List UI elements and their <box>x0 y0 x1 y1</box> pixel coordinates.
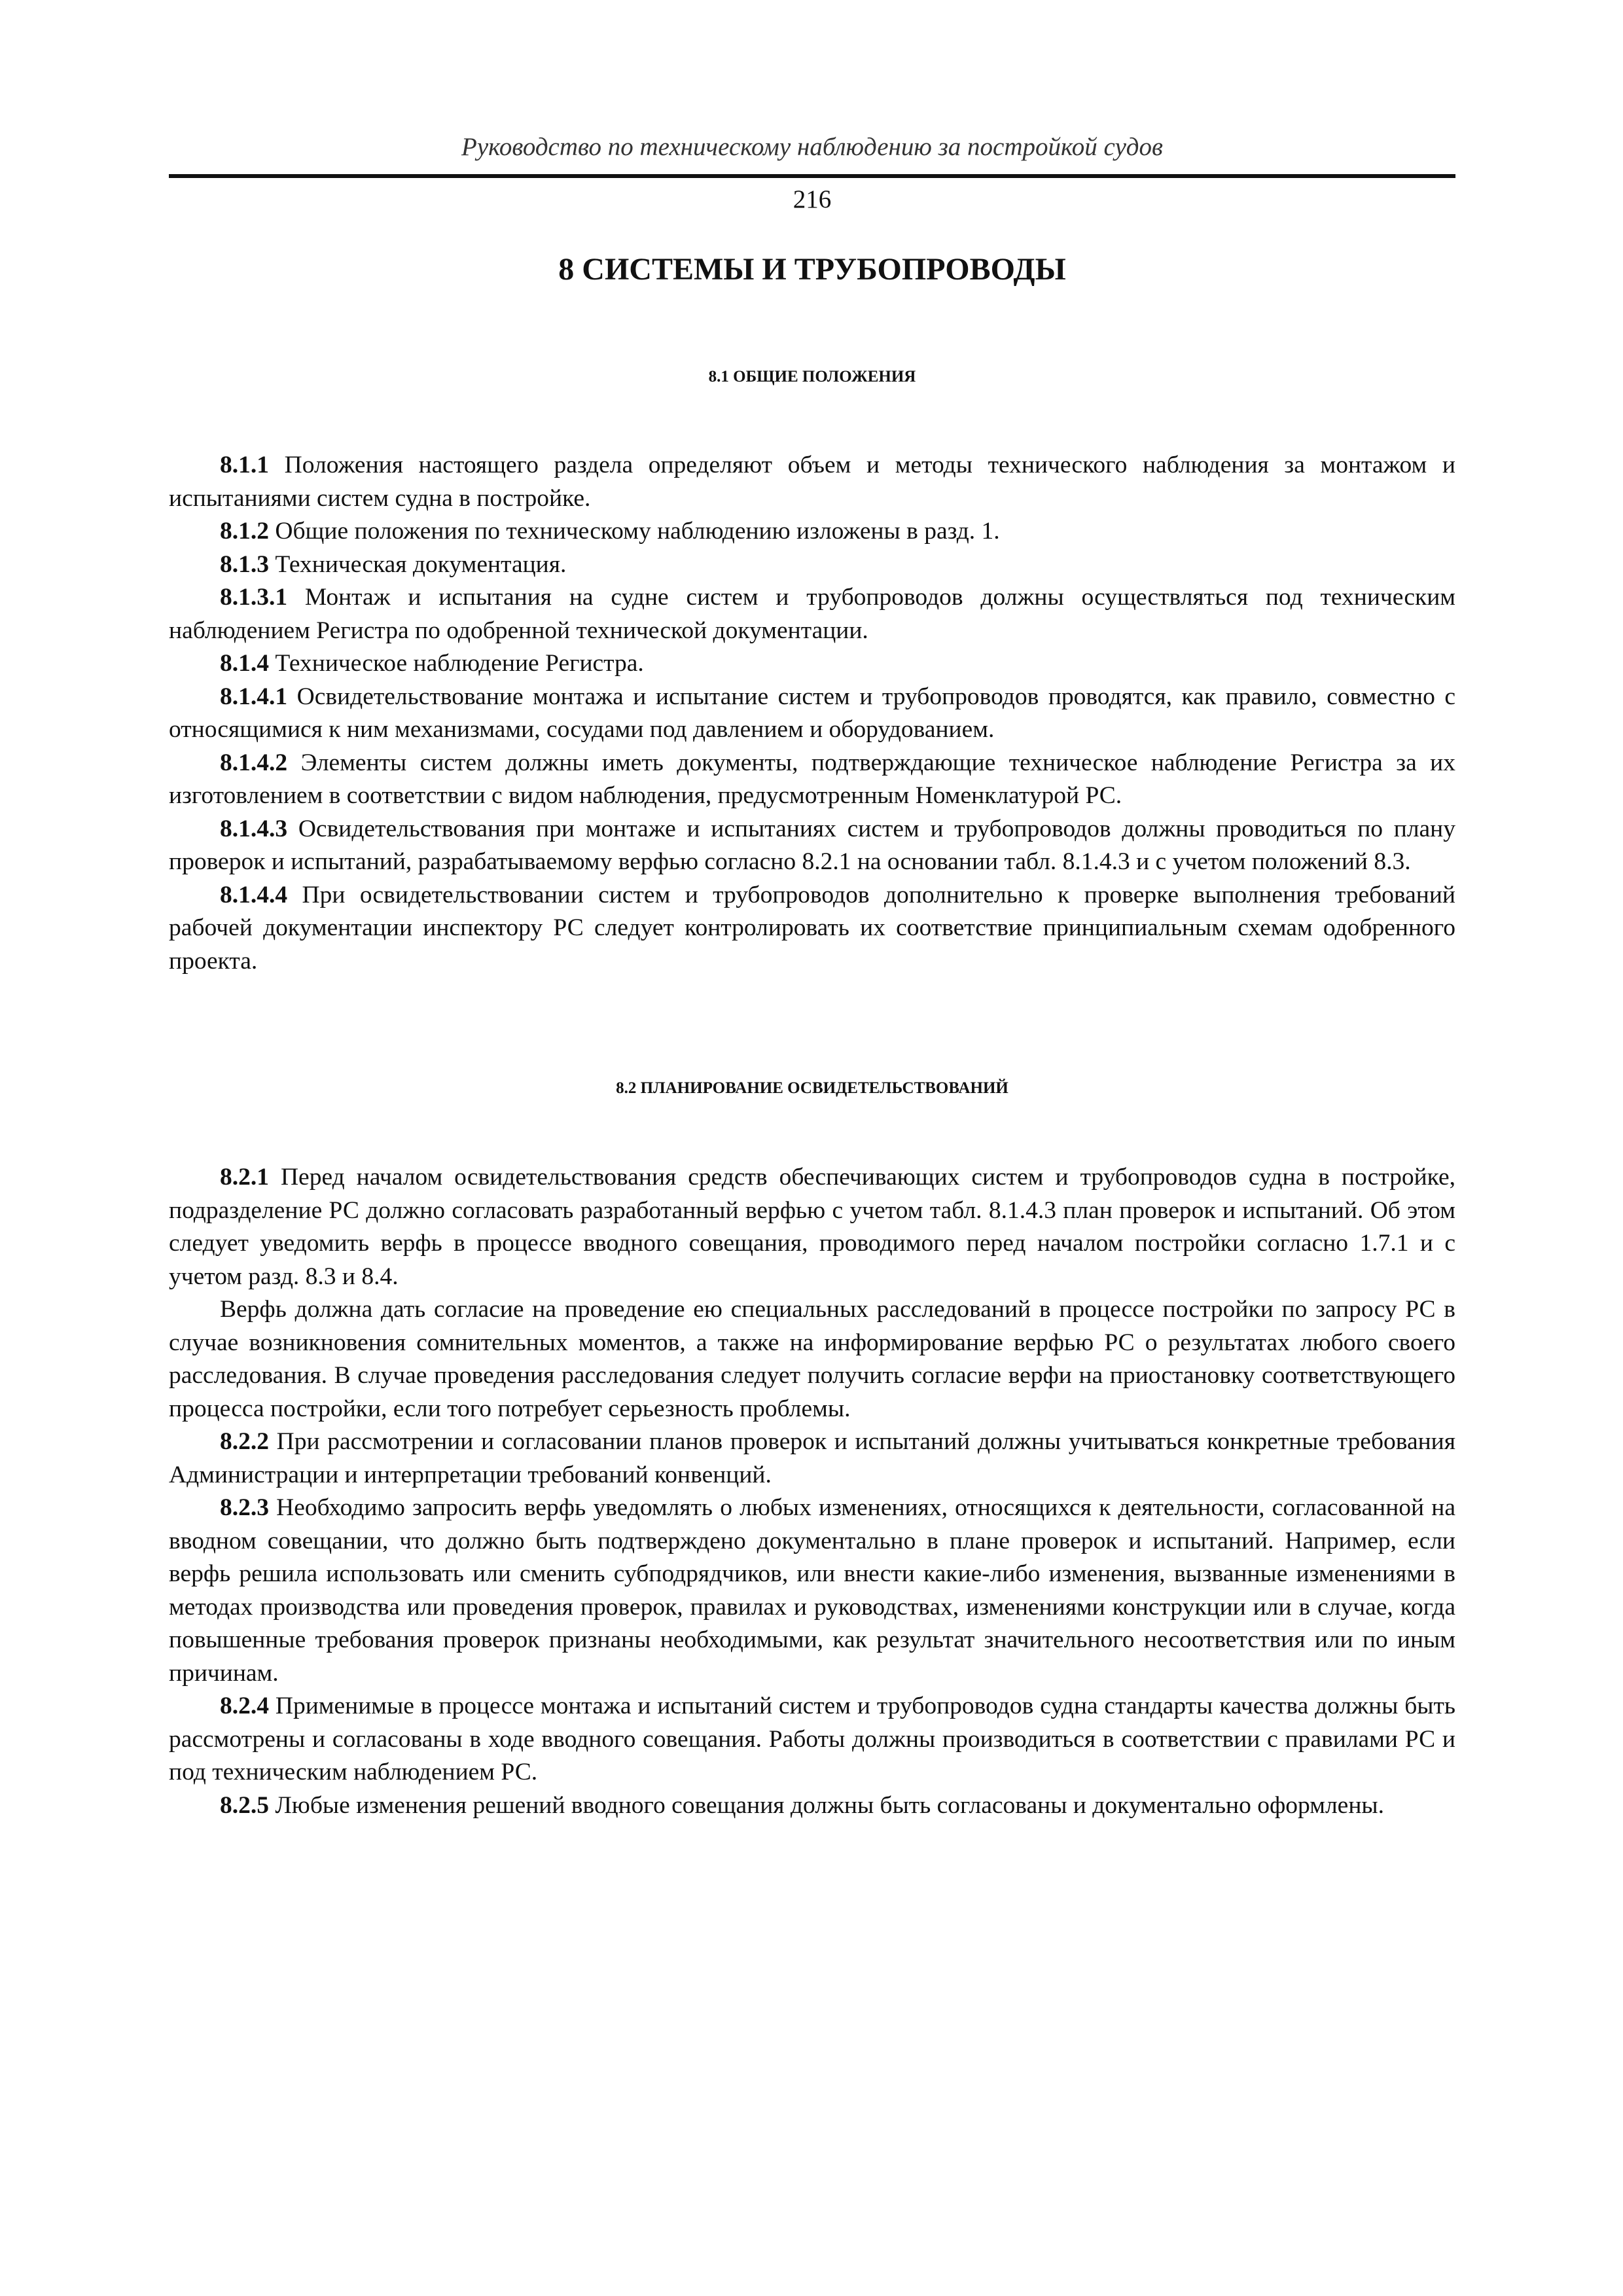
paragraph-8-1-4 <box>169 647 1455 681</box>
clause-text: Любые изменения решений вводного совещания должны быть согласованы и документально оформлены. <box>269 1791 1384 1819</box>
clause-number: 8.1.3.1 <box>220 584 288 611</box>
clause-number: 8.1.1 <box>220 452 269 478</box>
paragraph-8-2-4 <box>169 1690 1455 1789</box>
paragraph-8-1-2 <box>169 515 1455 548</box>
paragraph-8-1-4-4 <box>169 879 1455 978</box>
clause-text: Применимые в процессе монтажа и испытаний систем и трубопроводов судна стандарты качества должны быть рассмотрены и согласованы в ходе вводного совещания. Работы должны производиться в соответствии с правилами РС и под техническим наблюдением РС. <box>169 1693 1455 1785</box>
clause-text: Элементы систем должны иметь документы, подтверждающие техническое наблюдение Регистра за их изготовлением в соответствии с видом наблюдения, предусмотренным Номенклатурой РС. <box>169 749 1455 809</box>
clause-number: 8.2.2 <box>220 1428 269 1455</box>
paragraph-8-2-3 <box>169 1492 1455 1690</box>
clause-number: 8.2.3 <box>220 1494 269 1521</box>
paragraph-8-1-3-1 <box>169 581 1455 647</box>
clause-text: Освидетельствование монтажа и испытание систем и трубопроводов проводятся, как правило, совместно с относящимися к ним механизмами, сосудами под давлением и оборудованием. <box>169 683 1455 743</box>
section-title-8-1: 8.1 ОБЩИЕ ПОЛОЖЕНИЯ <box>708 368 916 386</box>
clause-number: 8.1.4.4 <box>220 881 288 908</box>
clause-text: Положения настоящего раздела определяют объем и методы технического наблюдения за монтажом и испытаниями систем судна в постройке. <box>169 452 1455 512</box>
clause-text: Монтаж и испытания на судне систем и трубопроводов должны осуществляться под техническим наблюдением Регистра по одобренной технической документации. <box>169 584 1455 644</box>
section-body-8-1 <box>169 449 1455 978</box>
section-title-8-2: 8.2 ПЛАНИРОВАНИЕ ОСВИДЕТЕЛЬСТВОВАНИЙ <box>616 1079 1008 1097</box>
clause-text: При рассмотрении и согласовании планов проверок и испытаний должны учитываться конкретные требования Администрации и интерпретации требований конвенций. <box>169 1428 1455 1488</box>
clause-text: Необходимо запросить верфь уведомлять о любых изменениях, относящихся к деятельности, согласованной на вводном совещании, что должно быть подтверждено документально в плане проверок и испытаний. Например, если верфь решила использовать или сменить субподрядчиков, или внести какие-либо изменения, вызванные изменениями в методах производства или проведения проверок, правилах и руководствах, изменениями конструкции или в случае, когда повышенные требования проверок признаны необходимыми, как результат значительного несоответствия или по иным причинам. <box>169 1494 1455 1687</box>
paragraph-8-1-1 <box>169 449 1455 515</box>
clause-number: 8.2.5 <box>220 1791 269 1819</box>
paragraph-8-2-2 <box>169 1426 1455 1492</box>
clause-number: 8.1.3 <box>220 550 269 578</box>
paragraph-8-2-5 <box>169 1789 1455 1823</box>
clause-text: Освидетельствования при монтаже и испытаниях систем и трубопроводов должны проводиться по плану проверок и испытаний, разрабатываемому верфью согласно 8.2.1 на основании табл. 8.1.4.3 и с учетом положений 8.3. <box>169 815 1455 875</box>
chapter-title: 8 СИСТЕМЫ И ТРУБОПРОВОДЫ <box>558 252 1066 287</box>
paragraph-8-2-1 <box>169 1161 1455 1293</box>
clause-number: 8.1.4 <box>220 650 269 677</box>
clause-number: 8.1.4.1 <box>220 683 288 710</box>
paragraph-8-1-3 <box>169 548 1455 582</box>
paragraph-8-2-1-continued <box>169 1293 1455 1426</box>
paragraph-8-1-4-3 <box>169 813 1455 879</box>
clause-number: 8.1.4.3 <box>220 815 288 842</box>
clause-number: 8.2.1 <box>220 1164 269 1191</box>
clause-text: Перед началом освидетельствования средств обеспечивающих систем и трубопроводов судна в постройке, подразделение РС должно согласовать разработанный верфью с учетом табл. 8.1.4.3 план проверок и испытаний. Об этом следует уведомить верфь в процессе вводного совещания, проводимого перед началом постройки согласно 1.7.1 и с учетом разд. 8.3 и 8.4. <box>169 1164 1455 1290</box>
paragraph-8-1-4-2 <box>169 747 1455 813</box>
clause-number: 8.1.2 <box>220 518 269 545</box>
clause-text: При освидетельствовании систем и трубопроводов дополнительно к проверке выполнения требований рабочей документации инспектору РС следует контролировать их соответствие принципиальным схемам одобренного проекта. <box>169 881 1455 975</box>
clause-number: 8.1.4.2 <box>220 749 288 776</box>
clause-text: Техническая документация. <box>269 550 567 578</box>
paragraph-8-1-4-1 <box>169 681 1455 747</box>
section-body-8-2 <box>169 1161 1455 1822</box>
clause-number: 8.2.4 <box>220 1693 269 1719</box>
page-number: 216 <box>793 185 832 213</box>
header-rule <box>169 174 1455 178</box>
running-header: Руководство по техническому наблюдению за постройкой судов <box>461 133 1163 161</box>
clause-text: Техническое наблюдение Регистра. <box>269 650 644 677</box>
clause-text: Общие положения по техническому наблюдению изложены в разд. 1. <box>269 518 1000 545</box>
clause-text: Верфь должна дать согласие на проведение ею специальных расследований в процессе постройки по запросу РС в случае возникновения сомнительных моментов, а также на информирование верфью РС о результатах любого своего расследования. В случае проведения расследования следует получить согласие верфи на приостановку соответствующего процесса постройки, если того потребует серьезность проблемы. <box>169 1296 1455 1422</box>
